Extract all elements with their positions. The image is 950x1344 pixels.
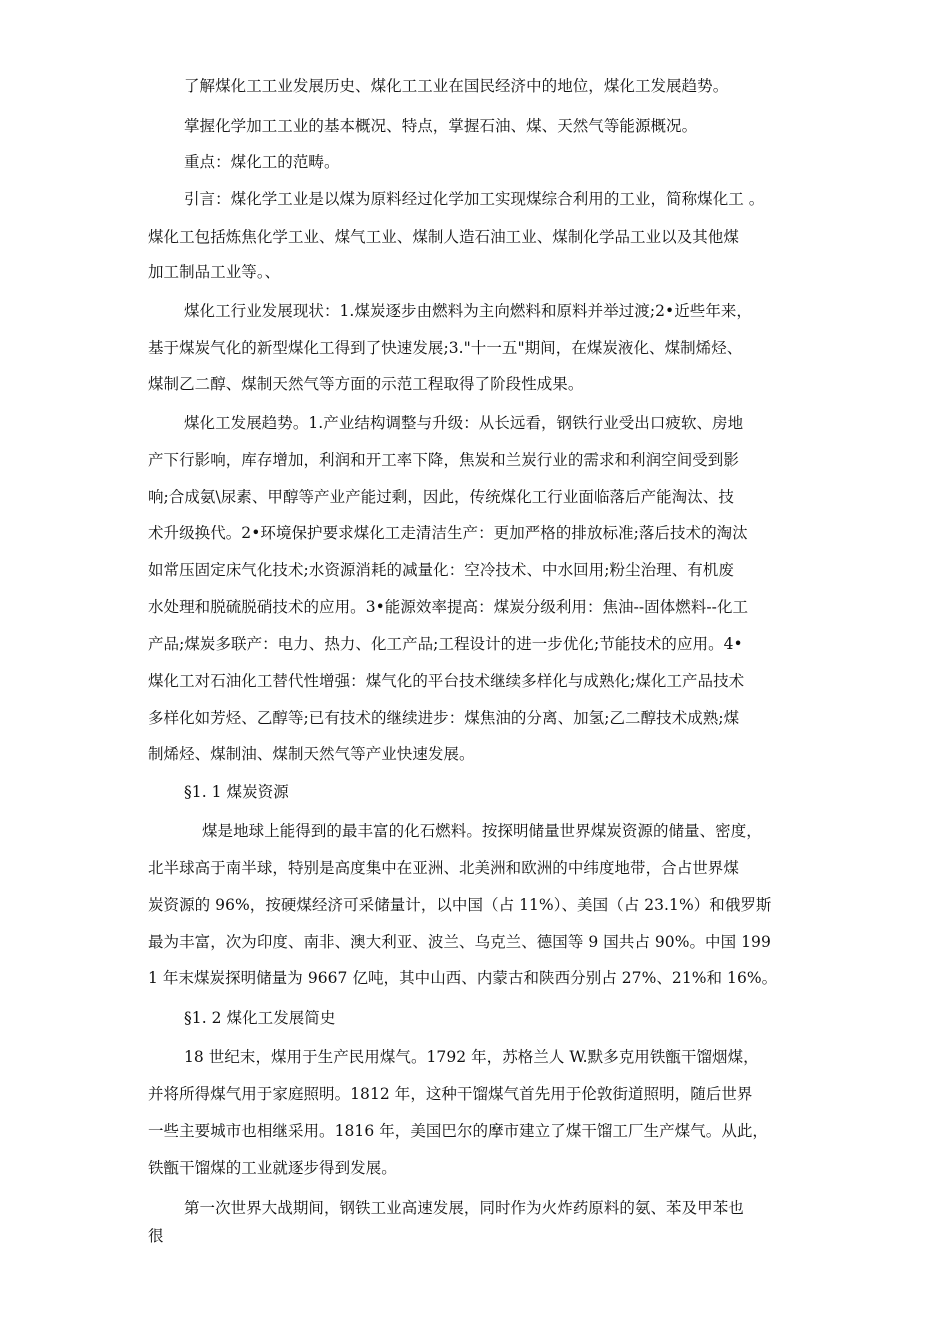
- text-line: 制烯烃、煤制油、煤制天然气等产业快速发展。: [148, 745, 475, 763]
- text-line: 响;合成氨\尿素、甲醇等产业产能过剩，因此，传统煤化工行业面临落后产能淘汰、技: [148, 488, 734, 506]
- text-line: 煤化工发展趋势。1.产业结构调整与升级：从长远看，钢铁行业受出口疲软、房地: [184, 414, 744, 432]
- text-line: 多样化如芳烃、乙醇等;已有技术的继续进步：煤焦油的分离、加氢;乙二醇技术成熟;煤: [148, 709, 740, 727]
- text-line: 煤制乙二醇、煤制天然气等方面的示范工程取得了阶段性成果。: [148, 375, 584, 393]
- text-line: 并将所得煤气用于家庭照明。1812 年，这种干馏煤气首先用于伦敦街道照明，随后世界: [148, 1085, 753, 1103]
- text-line: 重点：煤化工的范畴。: [184, 153, 340, 171]
- text-line: 很: [148, 1227, 164, 1245]
- text-line: 第一次世界大战期间，钢铁工业高速发展，同时作为火炸药原料的氨、苯及甲苯也: [184, 1199, 744, 1217]
- text-line: 最为丰富，次为印度、南非、澳大利亚、波兰、乌克兰、德国等 9 国共占 90%。中国 199: [148, 933, 771, 951]
- text-line: 炭资源的 96%，按硬煤经济可采储量计，以中国（占 11%）、美国（占 23.1%）和俄罗斯: [148, 896, 772, 914]
- text-line: 术升级换代。2•环境保护要求煤化工走清洁生产：更加严格的排放标准;落后技术的淘汰: [148, 524, 748, 542]
- text-line: 基于煤炭气化的新型煤化工得到了快速发展;3."十一五"期间，在煤炭液化、煤制烯烃、: [148, 339, 743, 357]
- text-line: 1 年末煤炭探明储量为 9667 亿吨，其中山西、内蒙古和陕西分别占 27%、21%和 16%。: [148, 969, 778, 987]
- text-line: 产下行影响，库存增加，利润和开工率下降，焦炭和兰炭行业的需求和利润空间受到影: [148, 451, 739, 469]
- text-line: 引言：煤化学工业是以煤为原料经过化学加工实现煤综合利用的工业，简称煤化工 。: [184, 190, 765, 208]
- text-line: 煤是地球上能得到的最丰富的化石燃料。按探明储量世界煤炭资源的储量、密度，: [202, 822, 762, 840]
- text-line: 煤化工对石油化工替代性增强：煤气化的平台技术继续多样化与成熟化;煤化工产品技术: [148, 672, 745, 690]
- text-line: 了解煤化工工业发展历史、煤化工工业在国民经济中的地位，煤化工发展趋势。: [184, 77, 729, 95]
- text-line: §1. 2 煤化工发展简史: [184, 1009, 336, 1027]
- text-line: §1. 1 煤炭资源: [184, 783, 289, 801]
- text-line: 产品;煤炭多联产：电力、热力、化工产品;工程设计的进一步优化;节能技术的应用。4•: [148, 635, 743, 653]
- text-line: 北半球高于南半球，特别是高度集中在亚洲、北美洲和欧洲的中纬度地带，合占世界煤: [148, 859, 739, 877]
- text-line: 加工制品工业等。、: [148, 263, 281, 281]
- text-line: 煤化工行业发展现状：1.煤炭逐步由燃料为主向燃料和原料并举过渡;2•近些年来，: [184, 302, 752, 320]
- text-line: 煤化工包括炼焦化学工业、煤气工业、煤制人造石油工业、煤制化学品工业以及其他煤: [148, 228, 739, 246]
- text-line: 铁甑干馏煤的工业就逐步得到发展。: [148, 1159, 397, 1177]
- text-line: 一些主要城市也相继采用。1816 年，美国巴尔的摩市建立了煤干馏工厂生产煤气。从此，: [148, 1122, 768, 1140]
- text-line: 水处理和脱硫脱硝技术的应用。3•能源效率提高：煤炭分级利用：焦油--固体燃料--化工: [148, 598, 749, 616]
- text-line: 掌握化学加工工业的基本概况、特点，掌握石油、煤、天然气等能源概况。: [184, 117, 698, 135]
- text-line: 如常压固定床气化技术;水资源消耗的减量化：空冷技术、中水回用;粉尘治理、有机废: [148, 561, 734, 579]
- text-line: 18 世纪末，煤用于生产民用煤气。1792 年，苏格兰人 W.默多克用铁甑干馏烟煤，: [184, 1048, 759, 1066]
